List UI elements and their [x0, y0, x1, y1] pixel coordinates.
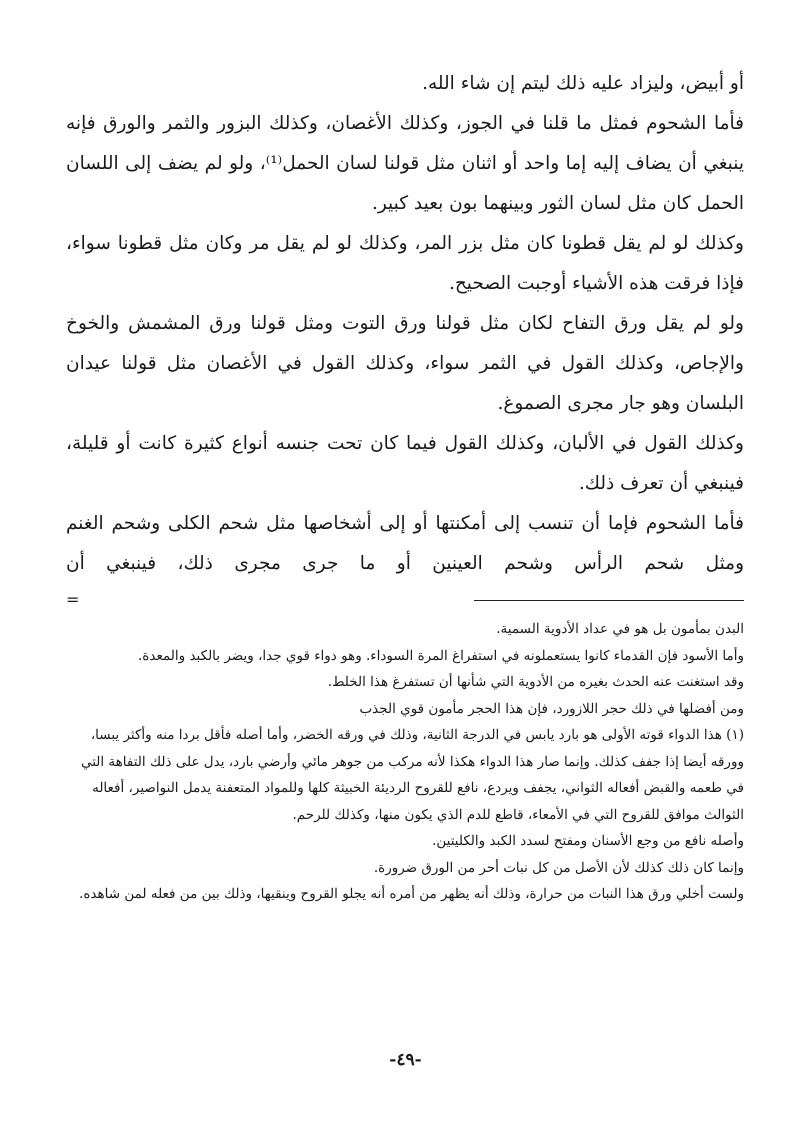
paragraph: وكذلك القول في الألبان، وكذلك القول فيما كان تحت جنسه أنواع كثيرة كانت أو قليلة، فينبغي أن تعرف ذلك. — [66, 433, 744, 494]
footnote-line: وإنما كان ذلك كذلك لأن الأصل من كل نبات أحر من الورق ضرورة. — [373, 859, 744, 876]
paragraph: ولو لم يقل ورق التفاح لكان مثل قولنا ورق التوت ومثل قولنا ورق المشمش والخوخ والإجاص، وكذلك القول في الثمر سواء، وكذلك القول في الأغصان مثل قولنا عيدان البلسان وهو جار مجرى الصموغ. — [66, 313, 744, 414]
document-page — [66, 64, 744, 908]
paragraph: فأما الشحوم فإما أن تنسب إلى أمكنتها أو إلى أشخاصها مثل شحم الكلى وشحم الغنم ومثل شحم الرأس وشحم العينين أو ما جرى مجرى ذلك، فينبغي أن — [66, 513, 744, 574]
footnote-line: وأما الأسود فإن القدماء كانوا يستعملونه في استفراغ المرة السوداء. وهو دواء قوي جدا، ويضر بالكبد والمعدة. — [138, 647, 744, 664]
separator-mark: = — [66, 590, 80, 609]
separator-rule — [474, 600, 744, 601]
paragraph: أو أبيض، وليزاد عليه ذلك ليتم إن شاء الله. — [422, 73, 744, 94]
footnotes — [66, 616, 744, 908]
paragraph: فأما الشحوم فمثل ما قلنا في الجوز، وكذلك الأغصان، وكذلك البزور والثمر والورق فإنه ينبغي أن يضاف إليه إما واحد أو اثنان مثل قولنا لسان الحمل⁽¹⁾، ولو لم يضف إلى اللسان الحمل كان مثل لسان الثور وبينهما بون بعيد كبير. — [66, 113, 744, 214]
footnote-line: (١) هذا الدواء قوته الأولى هو بارد يابس في الدرجة الثانية، وذلك في ورقه الخضر، وأما أصله فأقل بردا منه وأكثر يبسا، وورقه أيضا إذا جفف كذلك. وإنما صار هذا الدواء هكذا لأنه مركب من جوهر مائي وأرضي بارد، يدل على ذلك التفاهة التي في طعمه والقبض أفعاله الثواني، يجفف ويردع، نافع للقروح الرديئة الخبيثة كلها وللمواد المتعفنة يدمل النواصير، أفعاله الثوالث موافق للقروح التي في الأمعاء، قاطع للدم الذي يكون منها، وكذلك للرحم. — [80, 727, 744, 823]
footnote-separator — [66, 588, 744, 616]
footnote-line: ومن أفضلها في ذلك حجر اللازورد، فإن هذا الحجر مأمون قوي الجذب — [359, 700, 744, 717]
footnote-line: البدن بمأمون بل هو في عداد الأدوية السمية. — [496, 621, 744, 637]
footnote-line: ولست أخلي ورق هذا النبات من حرارة، وذلك أنه يظهر من أمره أنه يجلو القروح وينقيها، وذلك بين من فعله لمن شاهده. — [79, 886, 744, 902]
main-text — [66, 64, 744, 584]
footnote-line: وقد استغنت عنه الحدث بغيره من الأدوية التي شأنها أن تستفرغ هذا الخلط. — [327, 674, 744, 690]
paragraph: وكذلك لو لم يقل قطونا كان مثل بزر المر، وكذلك لو لم يقل مر وكان مثل قطونا سواء، فإذا فرقت هذه الأشياء أوجبت الصحيح. — [66, 233, 744, 294]
page-number: -٤٩- — [389, 1050, 422, 1070]
footnote-line: وأصله نافع من وجع الأسنان ومفتح لسدد الكبد والكليتين. — [432, 833, 744, 849]
